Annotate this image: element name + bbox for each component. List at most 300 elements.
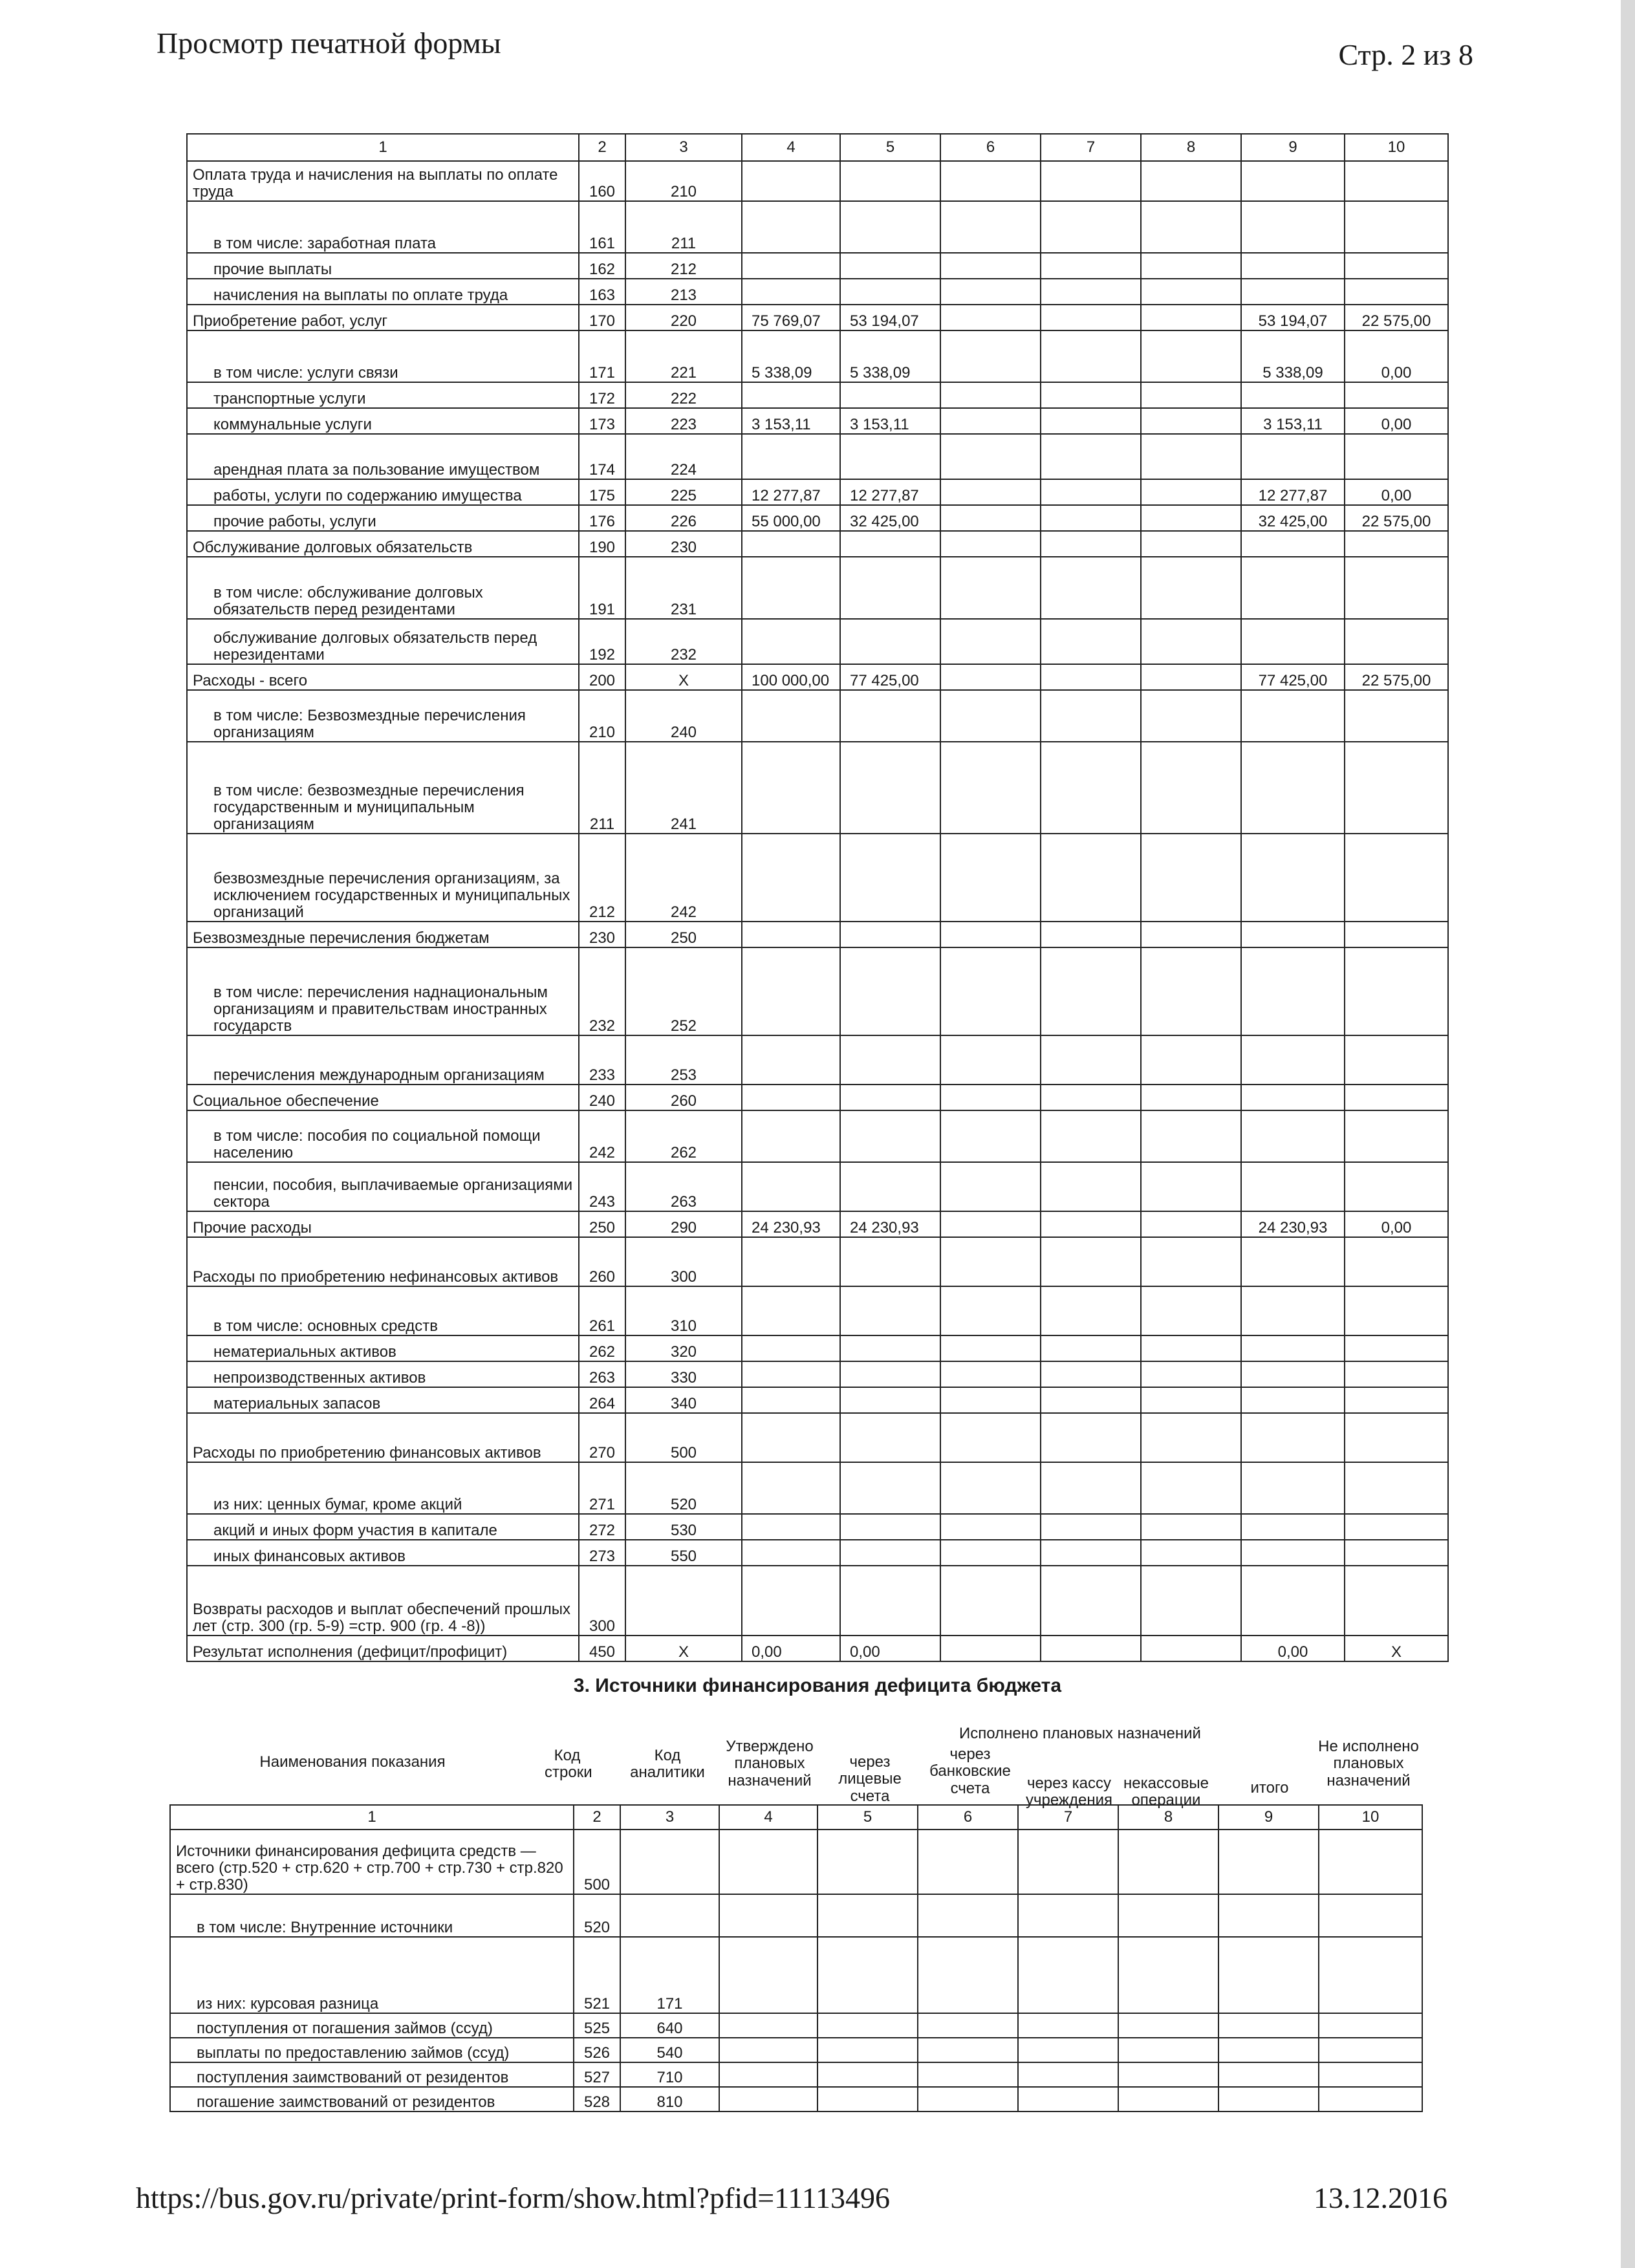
cell-empty — [1218, 1830, 1319, 1894]
cell-c4 — [742, 619, 840, 664]
cell-c4 — [742, 834, 840, 922]
cell-c9 — [1241, 742, 1345, 834]
cell-analytic — [620, 1894, 719, 1937]
cell-code: 527 — [574, 2062, 620, 2087]
cell-empty — [1218, 2013, 1319, 2038]
row-name: перечисления международным организациям — [187, 1035, 579, 1085]
cell-c6 — [940, 1540, 1041, 1566]
cell-empty — [1118, 1894, 1218, 1937]
cell-empty — [817, 1830, 918, 1894]
cell-code: 211 — [579, 742, 625, 834]
src-colnum-6: 6 — [918, 1805, 1018, 1830]
cell-c5 — [840, 434, 940, 479]
cell-c8 — [1141, 1237, 1241, 1286]
row-name: в том числе: безвозмездные перечисления государственным и муниципальным организациям — [187, 742, 579, 834]
cell-c5 — [840, 1514, 940, 1540]
cell-empty — [817, 2087, 918, 2111]
cell-analytic: 530 — [625, 1514, 742, 1540]
cell-c10 — [1345, 1361, 1448, 1387]
row-name: Обслуживание долговых обязательств — [187, 531, 579, 557]
cell-c7 — [1041, 1566, 1141, 1636]
cell-analytic: 210 — [625, 161, 742, 201]
cell-c4 — [742, 1540, 840, 1566]
cell-c4 — [742, 1566, 840, 1636]
header-via-cash: через кассу учреждения — [1026, 1775, 1112, 1809]
cell-c5 — [840, 1361, 940, 1387]
table-row — [187, 1566, 1448, 1636]
cell-analytic — [625, 1566, 742, 1636]
cell-c9 — [1241, 1361, 1345, 1387]
header-executed-group: Исполнено плановых назначений — [959, 1725, 1201, 1742]
cell-empty — [1018, 1830, 1118, 1894]
row-name: нематериальных активов — [187, 1335, 579, 1361]
cell-c7 — [1041, 1237, 1141, 1286]
cell-c9 — [1241, 531, 1345, 557]
cell-c5 — [840, 742, 940, 834]
cell-c5: 32 425,00 — [840, 505, 940, 531]
cell-empty — [918, 1937, 1018, 2013]
cell-empty — [719, 2038, 817, 2062]
cell-empty — [918, 1830, 1018, 1894]
cell-c5: 24 230,93 — [840, 1211, 940, 1237]
cell-code: 270 — [579, 1413, 625, 1462]
row-name: прочие работы, услуги — [187, 505, 579, 531]
row-name: арендная плата за пользование имуществом — [187, 434, 579, 479]
cell-c8 — [1141, 1035, 1241, 1085]
cell-empty — [1118, 2062, 1218, 2087]
cell-c4 — [742, 531, 840, 557]
colnum-5: 5 — [840, 134, 940, 161]
cell-code: 250 — [579, 1211, 625, 1237]
column-number-row — [187, 134, 1448, 161]
cell-analytic: 250 — [625, 922, 742, 947]
cell-c6 — [940, 201, 1041, 253]
cell-code: 520 — [574, 1894, 620, 1937]
cell-c8 — [1141, 557, 1241, 619]
row-name: прочие выплаты — [187, 253, 579, 279]
cell-code: 232 — [579, 947, 625, 1035]
cell-code: 210 — [579, 690, 625, 742]
cell-analytic: 252 — [625, 947, 742, 1035]
cell-c5: 5 338,09 — [840, 330, 940, 382]
table-row — [187, 434, 1448, 479]
cell-c9 — [1241, 557, 1345, 619]
cell-c10: X — [1345, 1636, 1448, 1661]
cell-empty — [1118, 2038, 1218, 2062]
cell-c6 — [940, 479, 1041, 505]
cell-empty — [817, 1937, 918, 2013]
cell-c10: 0,00 — [1345, 408, 1448, 434]
cell-empty — [719, 1937, 817, 2013]
cell-c5 — [840, 253, 940, 279]
cell-c7 — [1041, 330, 1141, 382]
cell-code: 521 — [574, 1937, 620, 2013]
cell-c9 — [1241, 253, 1345, 279]
cell-code: 263 — [579, 1361, 625, 1387]
cell-c6 — [940, 557, 1041, 619]
cell-c5 — [840, 1540, 940, 1566]
cell-c10 — [1345, 1413, 1448, 1462]
row-name: поступления заимствований от резидентов — [170, 2062, 574, 2087]
cell-c5 — [840, 1387, 940, 1413]
cell-empty — [1118, 2013, 1218, 2038]
cell-c8 — [1141, 947, 1241, 1035]
cell-c9 — [1241, 1462, 1345, 1514]
table-row — [187, 253, 1448, 279]
cell-analytic: 171 — [620, 1937, 719, 2013]
cell-analytic: 640 — [620, 2013, 719, 2038]
table-row — [187, 1237, 1448, 1286]
row-name: в том числе: Безвозмездные перечисления организациям — [187, 690, 579, 742]
cell-c4: 24 230,93 — [742, 1211, 840, 1237]
cell-c9: 3 153,11 — [1241, 408, 1345, 434]
cell-analytic: 330 — [625, 1361, 742, 1387]
row-name: Возвраты расходов и выплат обеспечений прошлых лет (стр. 300 (гр. 5-9) =стр. 900 (гр. 4 -8)) — [187, 1566, 579, 1636]
row-name: в том числе: основных средств — [187, 1286, 579, 1335]
row-name: пенсии, пособия, выплачиваемые организациями сектора — [187, 1162, 579, 1211]
cell-c9 — [1241, 1514, 1345, 1540]
cell-c9 — [1241, 922, 1345, 947]
cell-c10 — [1345, 253, 1448, 279]
page-counter: Стр. 2 из 8 — [1338, 38, 1473, 71]
cell-c8 — [1141, 834, 1241, 922]
cell-analytic: 231 — [625, 557, 742, 619]
cell-c8 — [1141, 479, 1241, 505]
cell-c10 — [1345, 434, 1448, 479]
row-name: в том числе: заработная плата — [187, 201, 579, 253]
cell-code: 264 — [579, 1387, 625, 1413]
table-row — [187, 1361, 1448, 1387]
cell-c7 — [1041, 1162, 1141, 1211]
cell-analytic: X — [625, 664, 742, 690]
row-name: транспортные услуги — [187, 382, 579, 408]
cell-c8 — [1141, 1335, 1241, 1361]
cell-c5 — [840, 1413, 940, 1462]
cell-c5 — [840, 531, 940, 557]
cell-c5 — [840, 382, 940, 408]
cell-c9: 77 425,00 — [1241, 664, 1345, 690]
cell-c4 — [742, 1286, 840, 1335]
cell-empty — [719, 1894, 817, 1937]
src-colnum-2: 2 — [574, 1805, 620, 1830]
cell-empty — [1018, 2087, 1118, 2111]
cell-c7 — [1041, 505, 1141, 531]
cell-c5 — [840, 1335, 940, 1361]
cell-c6 — [940, 505, 1041, 531]
table-row — [187, 1286, 1448, 1335]
cell-c5: 53 194,07 — [840, 305, 940, 330]
cell-c4: 55 000,00 — [742, 505, 840, 531]
cell-c4 — [742, 742, 840, 834]
header-code: Код строки — [545, 1747, 592, 1782]
row-name: коммунальные услуги — [187, 408, 579, 434]
cell-code: 230 — [579, 922, 625, 947]
cell-c4 — [742, 947, 840, 1035]
expenses-table — [186, 133, 1449, 1662]
table-row — [187, 1413, 1448, 1462]
cell-c7 — [1041, 531, 1141, 557]
cell-c4: 3 153,11 — [742, 408, 840, 434]
cell-code: 272 — [579, 1514, 625, 1540]
cell-c9: 24 230,93 — [1241, 1211, 1345, 1237]
cell-analytic: 211 — [625, 201, 742, 253]
cell-c9 — [1241, 1335, 1345, 1361]
cell-c10 — [1345, 834, 1448, 922]
cell-code: 190 — [579, 531, 625, 557]
table-row — [187, 664, 1448, 690]
cell-c7 — [1041, 1413, 1141, 1462]
cell-c8 — [1141, 531, 1241, 557]
cell-empty — [918, 1894, 1018, 1937]
cell-c6 — [940, 330, 1041, 382]
cell-analytic: 520 — [625, 1462, 742, 1514]
cell-c10 — [1345, 1237, 1448, 1286]
cell-c4: 75 769,07 — [742, 305, 840, 330]
table-row — [187, 1335, 1448, 1361]
cell-c4: 5 338,09 — [742, 330, 840, 382]
row-name: выплаты по предоставлению займов (ссуд) — [170, 2038, 574, 2062]
table-row — [187, 1211, 1448, 1237]
cell-code: 175 — [579, 479, 625, 505]
sources-table-body — [170, 1830, 1422, 2111]
cell-c9 — [1241, 1085, 1345, 1110]
cell-c5 — [840, 201, 940, 253]
cell-c9: 32 425,00 — [1241, 505, 1345, 531]
cell-c8 — [1141, 1286, 1241, 1335]
cell-c10: 0,00 — [1345, 479, 1448, 505]
cell-c8 — [1141, 1636, 1241, 1661]
cell-c10 — [1345, 1085, 1448, 1110]
cell-analytic — [620, 1830, 719, 1894]
cell-c5 — [840, 1566, 940, 1636]
cell-c4 — [742, 161, 840, 201]
cell-c8 — [1141, 1413, 1241, 1462]
cell-c5 — [840, 690, 940, 742]
cell-c7 — [1041, 1540, 1141, 1566]
header-name: Наименования показания — [259, 1753, 446, 1771]
row-name: начисления на выплаты по оплате труда — [187, 279, 579, 305]
table-row — [170, 1830, 1422, 1894]
cell-c6 — [940, 1211, 1041, 1237]
cell-empty — [1218, 2038, 1319, 2062]
cell-code: 528 — [574, 2087, 620, 2111]
cell-c7 — [1041, 834, 1141, 922]
cell-code: 500 — [574, 1830, 620, 1894]
cell-analytic: 320 — [625, 1335, 742, 1361]
cell-c7 — [1041, 279, 1141, 305]
cell-code: 450 — [579, 1636, 625, 1661]
cell-c4 — [742, 434, 840, 479]
cell-c8 — [1141, 1540, 1241, 1566]
table-row — [187, 505, 1448, 531]
cell-c9 — [1241, 201, 1345, 253]
cell-c9 — [1241, 382, 1345, 408]
cell-empty — [918, 2038, 1018, 2062]
cell-c6 — [940, 279, 1041, 305]
cell-c6 — [940, 619, 1041, 664]
cell-c10 — [1345, 1514, 1448, 1540]
cell-c10 — [1345, 690, 1448, 742]
cell-c6 — [940, 947, 1041, 1035]
table-row — [187, 1035, 1448, 1085]
cell-c8 — [1141, 1462, 1241, 1514]
row-name: в том числе: перечисления наднациональным организациям и правительствам иностранных государств — [187, 947, 579, 1035]
cell-analytic: 262 — [625, 1110, 742, 1162]
cell-analytic: 241 — [625, 742, 742, 834]
table-row — [187, 1110, 1448, 1162]
cell-code: 174 — [579, 434, 625, 479]
cell-c6 — [940, 1035, 1041, 1085]
cell-c10 — [1345, 1566, 1448, 1636]
cell-empty — [1319, 2038, 1422, 2062]
cell-empty — [1319, 2062, 1422, 2087]
cell-c10: 0,00 — [1345, 330, 1448, 382]
row-name: Безвозмездные перечисления бюджетам — [187, 922, 579, 947]
cell-c7 — [1041, 161, 1141, 201]
cell-c10 — [1345, 947, 1448, 1035]
cell-c9: 12 277,87 — [1241, 479, 1345, 505]
cell-c7 — [1041, 742, 1141, 834]
cell-code: 260 — [579, 1237, 625, 1286]
table-row — [187, 1540, 1448, 1566]
cell-c5 — [840, 1110, 940, 1162]
cell-c6 — [940, 690, 1041, 742]
table-row — [170, 1894, 1422, 1937]
cell-c5 — [840, 947, 940, 1035]
row-name: безвозмездные перечисления организациям, за исключением государственных и муниципальных организаций — [187, 834, 579, 922]
row-name: Оплата труда и начисления на выплаты по оплате труда — [187, 161, 579, 201]
cell-empty — [1118, 1937, 1218, 2013]
row-name: в том числе: услуги связи — [187, 330, 579, 382]
row-name: в том числе: Внутренние источники — [170, 1894, 574, 1937]
page-title: Просмотр печатной формы — [157, 27, 501, 59]
cell-empty — [817, 2062, 918, 2087]
cell-c7 — [1041, 690, 1141, 742]
cell-analytic: 224 — [625, 434, 742, 479]
cell-analytic: 240 — [625, 690, 742, 742]
table-row — [170, 2087, 1422, 2111]
row-name: акций и иных форм участия в капитале — [187, 1514, 579, 1540]
row-name: Прочие расходы — [187, 1211, 579, 1237]
table-row — [187, 1387, 1448, 1413]
cell-c4 — [742, 1361, 840, 1387]
cell-c10 — [1345, 1540, 1448, 1566]
cell-c7 — [1041, 382, 1141, 408]
cell-c4 — [742, 1413, 840, 1462]
cell-c6 — [940, 1335, 1041, 1361]
section-title: 3. Источники финансирования дефицита бюджета — [573, 1675, 1062, 1696]
cell-c8 — [1141, 305, 1241, 330]
cell-code: 191 — [579, 557, 625, 619]
cell-empty — [1319, 2013, 1422, 2038]
table-row — [187, 479, 1448, 505]
table-row — [187, 279, 1448, 305]
cell-analytic: 540 — [620, 2038, 719, 2062]
src-colnum-10: 10 — [1319, 1805, 1422, 1830]
cell-c6 — [940, 1462, 1041, 1514]
row-name: из них: ценных бумаг, кроме акций — [187, 1462, 579, 1514]
cell-c7 — [1041, 664, 1141, 690]
cell-c7 — [1041, 408, 1141, 434]
cell-analytic: 500 — [625, 1413, 742, 1462]
cell-c4: 100 000,00 — [742, 664, 840, 690]
cell-empty — [817, 2038, 918, 2062]
colnum-6: 6 — [940, 134, 1041, 161]
cell-analytic: X — [625, 1636, 742, 1661]
cell-c6 — [940, 1566, 1041, 1636]
cell-c4: 0,00 — [742, 1636, 840, 1661]
table-row — [187, 557, 1448, 619]
colnum-4: 4 — [742, 134, 840, 161]
table-row — [187, 834, 1448, 922]
cell-code: 163 — [579, 279, 625, 305]
cell-analytic: 253 — [625, 1035, 742, 1085]
cell-c5 — [840, 1237, 940, 1286]
cell-code: 271 — [579, 1462, 625, 1514]
cell-c8 — [1141, 1514, 1241, 1540]
table-row — [187, 619, 1448, 664]
table-row — [187, 922, 1448, 947]
table-row — [187, 531, 1448, 557]
cell-analytic: 300 — [625, 1237, 742, 1286]
cell-code: 273 — [579, 1540, 625, 1566]
cell-analytic: 226 — [625, 505, 742, 531]
cell-c6 — [940, 664, 1041, 690]
cell-c9 — [1241, 161, 1345, 201]
cell-c6 — [940, 1085, 1041, 1110]
cell-analytic: 212 — [625, 253, 742, 279]
cell-c4 — [742, 557, 840, 619]
cell-c9 — [1241, 1387, 1345, 1413]
cell-c5: 12 277,87 — [840, 479, 940, 505]
cell-c8 — [1141, 690, 1241, 742]
row-name: непроизводственных активов — [187, 1361, 579, 1387]
cell-c9 — [1241, 947, 1345, 1035]
cell-c8 — [1141, 434, 1241, 479]
cell-empty — [1319, 1830, 1422, 1894]
cell-analytic: 232 — [625, 619, 742, 664]
cell-code: 526 — [574, 2038, 620, 2062]
colnum-9: 9 — [1241, 134, 1345, 161]
cell-c8 — [1141, 408, 1241, 434]
cell-c6 — [940, 161, 1041, 201]
row-name: Расходы по приобретению финансовых активов — [187, 1413, 579, 1462]
src-colnum-3: 3 — [620, 1805, 719, 1830]
cell-c9 — [1241, 1035, 1345, 1085]
table-row — [187, 690, 1448, 742]
row-name: погашение заимствований от резидентов — [170, 2087, 574, 2111]
cell-c7 — [1041, 434, 1141, 479]
row-name: Расходы по приобретению нефинансовых активов — [187, 1237, 579, 1286]
cell-c10 — [1345, 161, 1448, 201]
cell-c9 — [1241, 1566, 1345, 1636]
cell-c8 — [1141, 1361, 1241, 1387]
cell-c9 — [1241, 1162, 1345, 1211]
cell-c6 — [940, 531, 1041, 557]
cell-empty — [1319, 1894, 1422, 1937]
cell-code: 300 — [579, 1566, 625, 1636]
cell-code: 262 — [579, 1335, 625, 1361]
row-name: работы, услуги по содержанию имущества — [187, 479, 579, 505]
row-name: Источники финансирования дефицита средств — всего (стр.520 + стр.620 + стр.700 + стр.730 + стр.820 + стр.830) — [170, 1830, 574, 1894]
colnum-8: 8 — [1141, 134, 1241, 161]
cell-c9 — [1241, 619, 1345, 664]
cell-c10 — [1345, 1286, 1448, 1335]
row-name: в том числе: пособия по социальной помощи населению — [187, 1110, 579, 1162]
row-name: иных финансовых активов — [187, 1540, 579, 1566]
header-noncash: некассовые операции — [1123, 1775, 1209, 1809]
cell-c7 — [1041, 1110, 1141, 1162]
